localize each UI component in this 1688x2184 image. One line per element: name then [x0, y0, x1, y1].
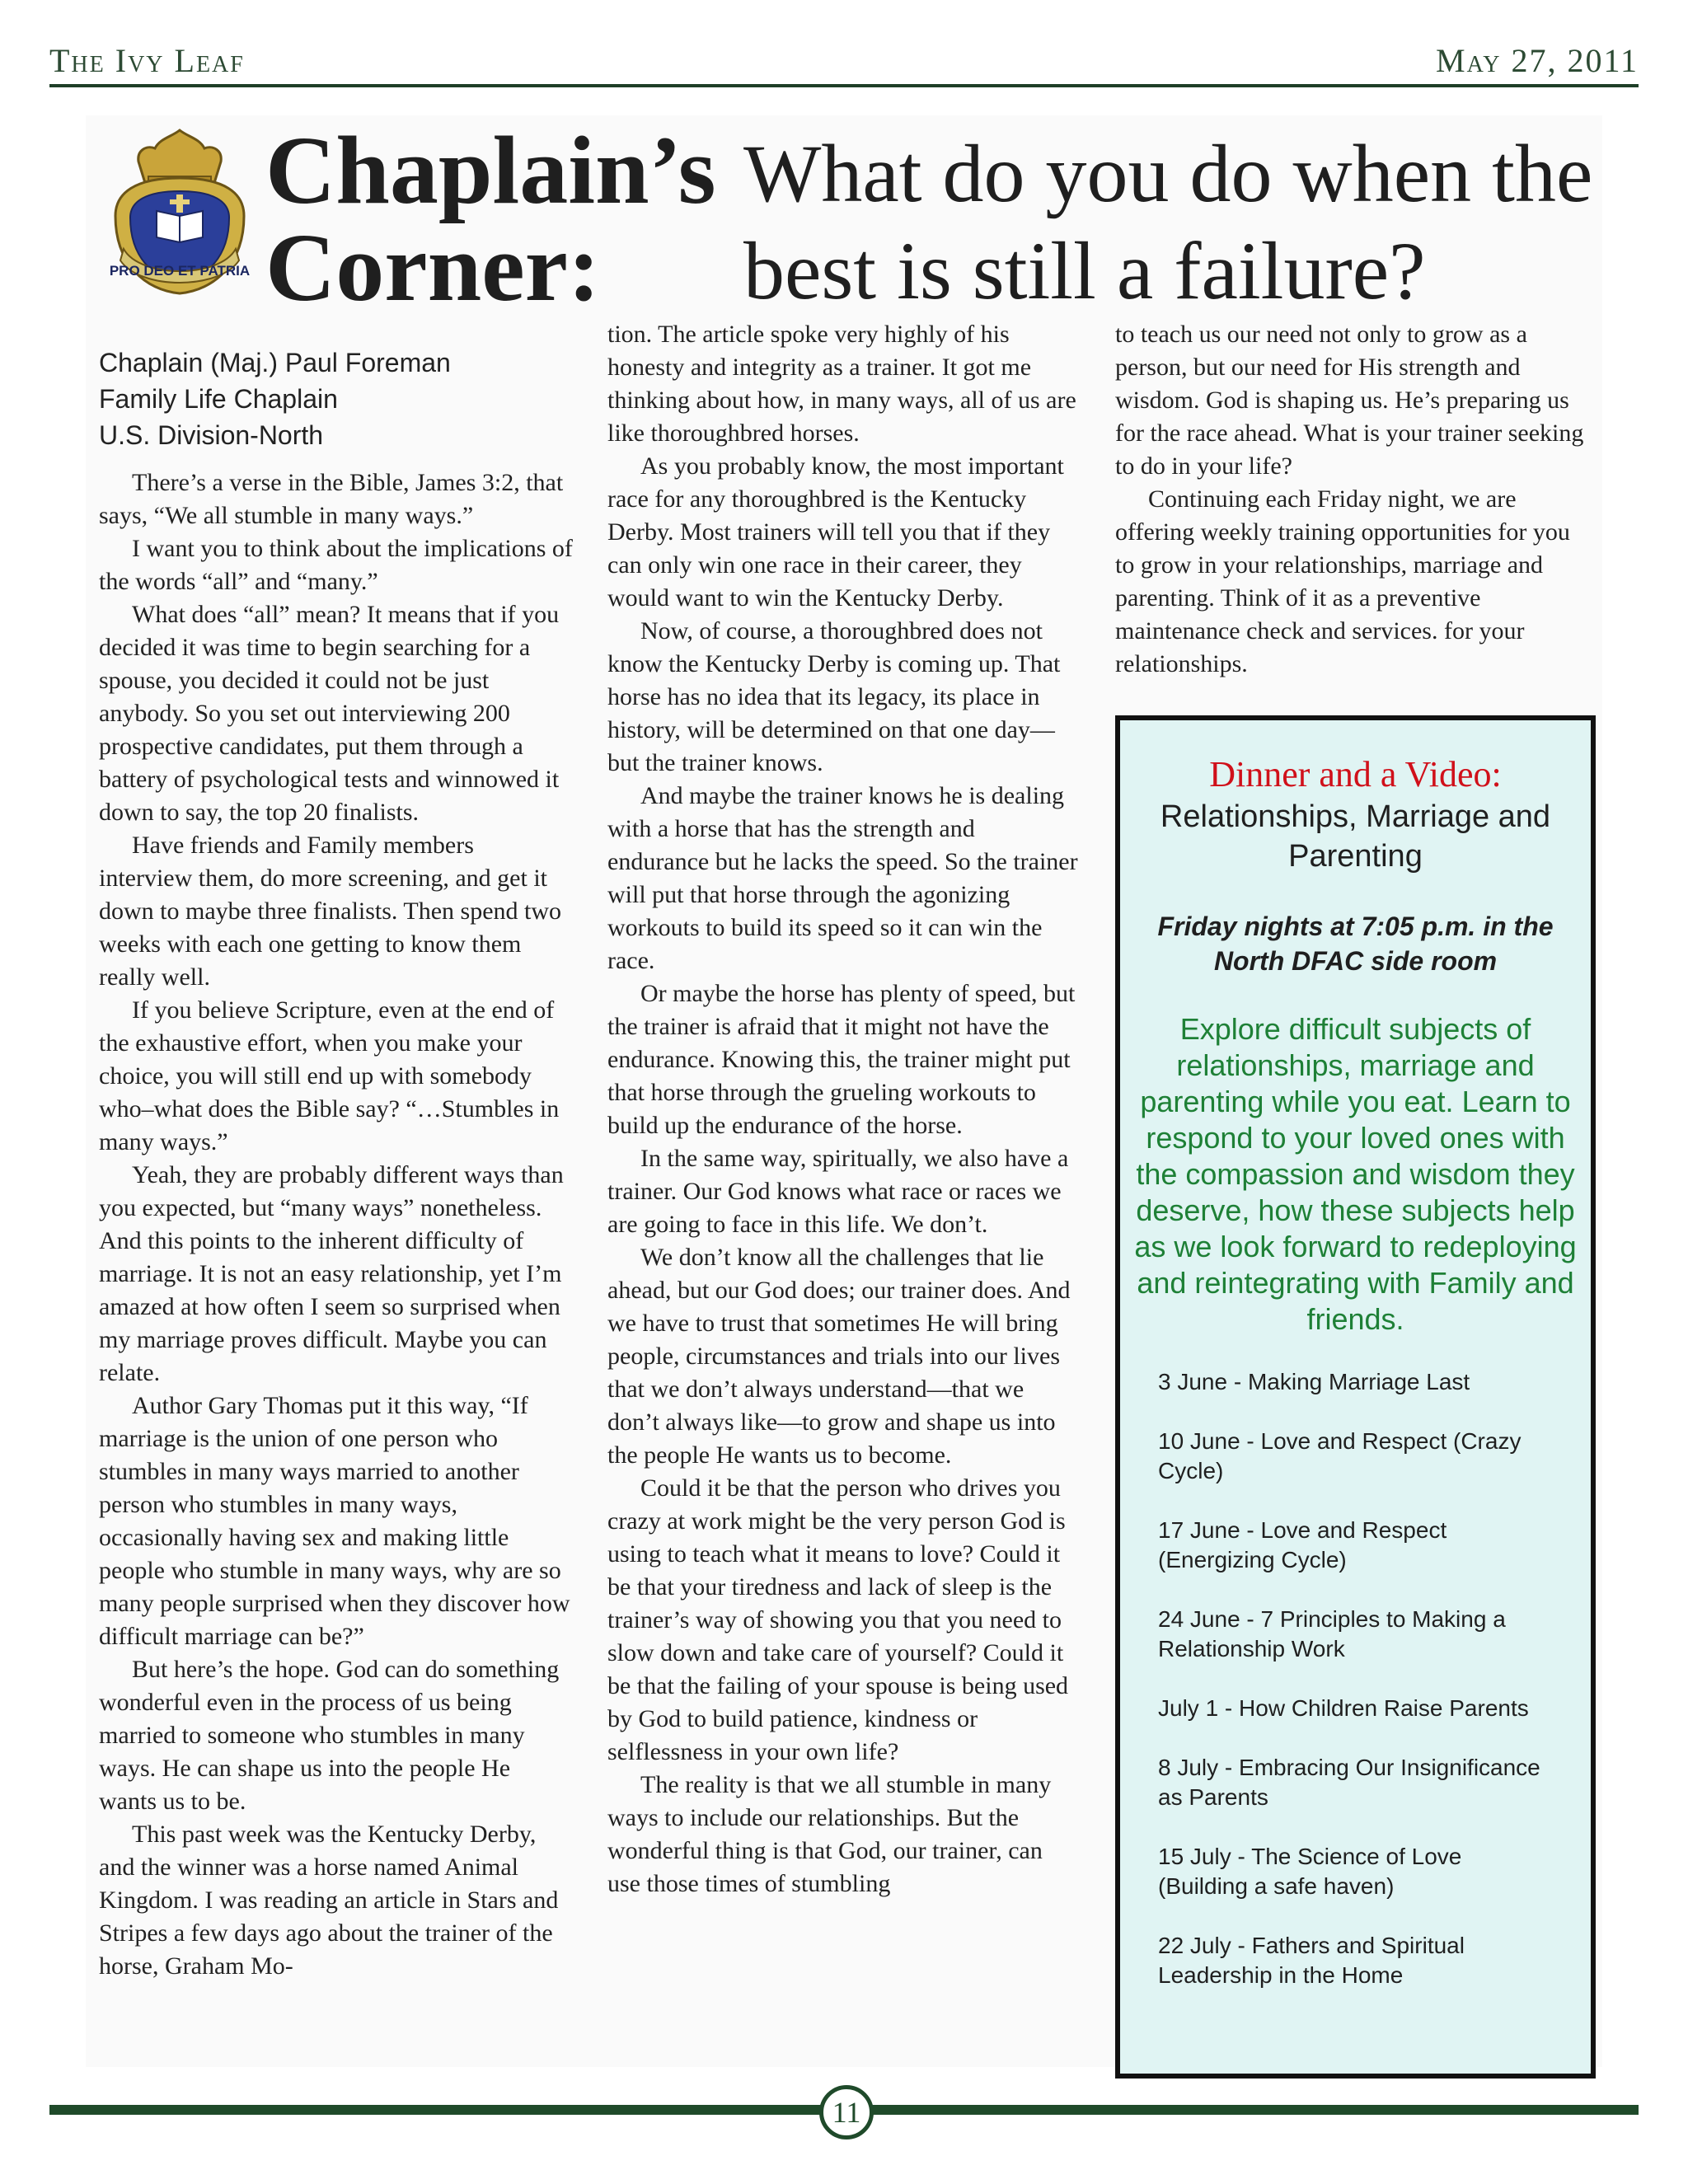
promo-schedule: Friday nights at 7:05 p.m. in the North DFAC side room	[1157, 912, 1554, 976]
masthead	[49, 41, 1639, 82]
article-column-3	[1115, 318, 1589, 681]
paragraph: Or maybe the horse has plenty of speed, but the trainer is afraid that it might not have the endurance. Knowing this, the trainer might put that horse through the grueling workouts to build up the endurance of the horse.	[607, 980, 1076, 1139]
article-column-2	[607, 318, 1081, 1900]
paragraph: Could it be that the person who drives you crazy at work might be the very person God is using to teach what it means to love? Could it be that your tiredness and lack of sleep is the trainer’s way of showing you that you need to slow down and take care of yourself? Could it be that the failing of your spouse is being used by God to build patience, kindness or selflessness in your own life?	[607, 1474, 1069, 1765]
page-number: 11	[819, 2085, 874, 2139]
column-title-line1: Chaplain’s	[265, 116, 716, 224]
paragraph: I want you to think about the implications of the words “all” and “many.”	[99, 535, 573, 595]
dinner-video-promo-box	[1115, 715, 1596, 2079]
session-item: 10 June - Love and Respect (Crazy Cycle)	[1158, 1428, 1522, 1483]
masthead-rule	[49, 84, 1639, 87]
paragraph: In the same way, spiritually, we also have a trainer. Our God knows what race or races we are going to face in this life. We don’t.	[607, 1145, 1069, 1238]
paragraph: Yeah, they are probably different ways than you expected, but “many ways” nonetheless. And this points to the inherent difficulty of marriage. It is not an easy relationship, yet I’m amazed at how often I seem so surprised when my marriage proves difficult. Maybe you can relate.	[99, 1161, 564, 1386]
paragraph: This past week was the Kentucky Derby, and the winner was a horse named Animal Kingdom. I was reading an article in Stars and Stripes a few days ago about the trainer of the horse, Graham Mo-	[99, 1821, 559, 1980]
author-name: Chaplain (Maj.) Paul Foreman	[99, 348, 451, 377]
paragraph: But here’s the hope. God can do something wonderful even in the process of us being married to someone who stumbles in many ways. He can shape us into the people He wants us to be.	[99, 1656, 560, 1815]
paragraph: And maybe the trainer knows he is dealing with a horse that has the strength and endurance but he lacks the speed. So the trainer will put that horse through the agonizing workouts to build its speed so it can win the race.	[607, 782, 1078, 974]
paragraph: The reality is that we all stumble in many ways to include our relationships. But the wonderful thing is that God, our trainer, can use those times of stumbling	[607, 1771, 1052, 1897]
paragraph-continued: to teach us our need not only to grow as a person, but our need for His strength and wisdom. God is shaping us. He’s preparing us for the race ahead. What is your trainer seeking to do in your life?	[1115, 321, 1584, 480]
paragraph: What does “all” mean? It means that if you decided it was time to begin searching for a spouse, you decided it could not be just anybody. So you set out interviewing 200 prospective candidates, put them through a battery of psychological tests and winnowed it down to say, the top 20 finalists.	[99, 601, 560, 826]
promo-description: Explore difficult subjects of relationships, marriage and parenting while you eat. Learn to respond to your loved ones with the compassion and wisdom they deserve, how these subjects help as we look forward to redeploying and reintegrating with Family and friends.	[1134, 1012, 1577, 1336]
session-item: 8 July - Embracing Our Insignificance as Parents	[1158, 1755, 1540, 1810]
session-item: 24 June - 7 Principles to Making a Relationship Work	[1158, 1606, 1506, 1661]
column-title-line2: Corner:	[265, 213, 601, 321]
session-item: 22 July - Fathers and Spiritual Leadership in the Home	[1158, 1933, 1465, 1988]
paragraph: Have friends and Family members interview them, do more screening, and get it down to maybe three finalists. Then spend two weeks with each one getting to know them really well.	[99, 832, 562, 991]
author-role: Family Life Chaplain	[99, 384, 338, 414]
article-column-1	[99, 466, 573, 1983]
publication-name: The Ivy Leaf	[49, 42, 245, 79]
column-title	[265, 116, 716, 321]
author-unit: U.S. Division-North	[99, 420, 324, 450]
article-headline-line1: What do you do when the	[743, 128, 1593, 219]
issue-date: May 27, 2011	[1436, 42, 1639, 79]
chaplain-corps-insignia-icon	[99, 125, 260, 302]
session-list	[1120, 1367, 1591, 1990]
article-headline	[743, 125, 1592, 320]
byline	[99, 344, 451, 453]
paragraph: There’s a verse in the Bible, James 3:2, that says, “We all stumble in many ways.”	[99, 469, 564, 529]
promo-title: Dinner and a Video:	[1209, 754, 1502, 794]
paragraph: As you probably know, the most important race for any thoroughbred is the Kentucky Derby. Most trainers will tell you that if they can only win one race in their career, they would want to win the Kentucky Derby.	[607, 452, 1064, 612]
paragraph: If you believe Scripture, even at the end of the exhaustive effort, when you make your choice, you will still end up with somebody who–what does the Bible say? “…Stumbles in many ways.”	[99, 996, 560, 1155]
emblem-motto: PRO DEO ET PATRIA	[109, 263, 251, 279]
session-item: 3 June - Making Marriage Last	[1158, 1369, 1470, 1394]
session-item: 15 July - The Science of Love (Building a safe haven)	[1158, 1844, 1462, 1899]
paragraph-continued: tion. The article spoke very highly of his honesty and integrity as a trainer. It got me thinking about how, in many ways, all of us are like thoroughbred horses.	[607, 321, 1076, 447]
paragraph: Continuing each Friday night, we are offering weekly training opportunities for you to grow in your relationships, marriage and parenting. Think of it as a preventive maintenance check and services. for your relationships.	[1115, 485, 1570, 677]
session-item: 17 June - Love and Respect (Energizing Cycle)	[1158, 1517, 1447, 1572]
session-item: July 1 - How Children Raise Parents	[1158, 1695, 1529, 1721]
promo-subtitle: Relationships, Marriage and Parenting	[1160, 799, 1551, 874]
article-headline-line2: best is still a failure?	[743, 225, 1426, 316]
paragraph: Author Gary Thomas put it this way, “If marriage is the union of one person who stumbles in many ways married to another person who stumbles in many ways, occasionally having sex and making little people who stumble in many ways, why are so many people surprised when they discover how difficult marriage can be?”	[99, 1392, 570, 1650]
paragraph: We don’t know all the challenges that lie ahead, but our God does; our trainer does. And we have to trust that sometimes He will bring people, circumstances and trials into our lives that we don’t always understand—that we don’t always like—to grow and shape us into the people He wants us to become.	[607, 1244, 1071, 1469]
paragraph: Now, of course, a thoroughbred does not know the Kentucky Derby is coming up. That horse has no idea that its legacy, its place in history, will be determined on that one day—but the trainer knows.	[607, 617, 1061, 776]
